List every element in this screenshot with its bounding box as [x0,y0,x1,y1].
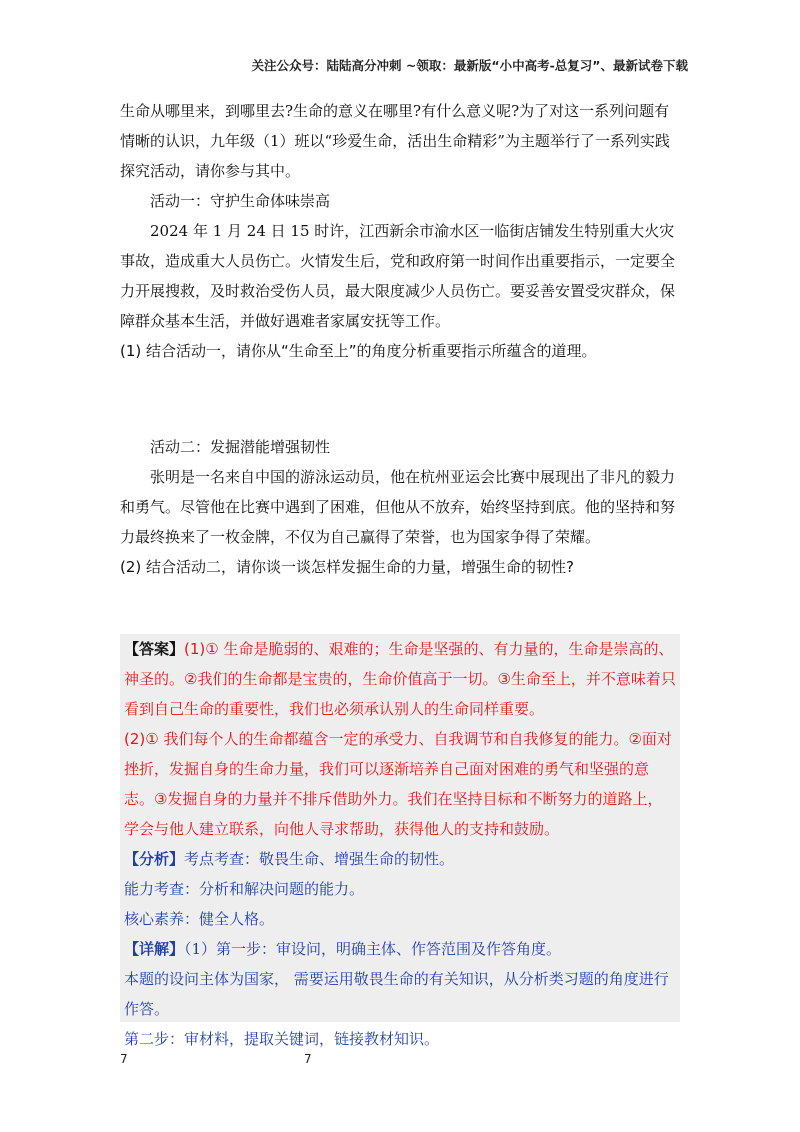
analysis [124,844,676,874]
answer-part1-text: (1)① 生命是脆弱的、艰难的；生命是坚强的、有力量的，生命是崇高的、神圣的。②我们的生命都是宝贵的，生命价值高于一切。③生命至上，并不意味着只看到自己生命的重要性，我们也必须承认别人的生命同样重要。 [124,640,676,718]
answer-part1 [124,634,676,724]
question-body [120,96,680,582]
question-1: (1) 结合活动一，请你从“生命至上”的角度分析重要指示所蕴含的道理。 [120,342,597,360]
question-2: (2) 结合活动二，请你谈一谈怎样发掘生命的力量，增强生命的韧性? [120,558,574,576]
activity2-text: 张明是一名来自中国的游泳运动员，他在杭州亚运会比赛中展现出了非凡的毅力和勇气。尽管他在比赛中遇到了困难，但他从不放弃，始终坚持到底。他的坚持和努力最终换来了一枚金牌，不仅为自己赢得了荣誉，也为国家争得了荣耀。 [120,468,676,546]
activity1-title: 活动一：守护生命体味崇高 [150,192,331,210]
detail [124,934,676,964]
detail-step1: （1）第一步：审设问，明确主体、作答范围及作答角度。 [184,940,562,958]
detail-text: 本题的设问主体为国家， 需要运用敬畏生命的有关知识，从分析类习题的角度进行作答。 [124,970,669,1018]
activity2-title: 活动二：发掘潜能增强韧性 [150,438,331,456]
analysis-text: 考点考查：敬畏生命、增强生命的韧性。 [184,850,455,868]
answer-part2: (2)① 我们每个人的生命都蕴含一定的承受力、自我调节和自我修复的能力。②面对挫折，发掘自身的生命力量，我们可以逐渐培养自己面对困难的勇气和坚强的意志。③发掘自身的力量并不排斥借助外力。我们在坚持目标和不断努力的道路上，学会与他人建立联系，向他人寻求帮助，获得他人的支持和鼓励。 [124,730,672,838]
detail-step2: 第二步：审材料，提取关键词，链接教材知识。 [124,1030,440,1048]
analysis-label: 【分析】 [124,850,185,868]
page-header: 关注公众号：陆陆高分冲刺 ~领取：最新版“小中高考-总复习”、最新试卷下载 [251,58,688,73]
answer-label: 【答案】 [124,640,185,658]
activity1-text: 2024 年 1 月 24 日 15 时许，江西新余市渝水区一临街店铺发生特别重大火灾事故，造成重大人员伤亡。火情发生后，党和政府第一时间作出重要指示，一定要全力开展搜救，及时救治受伤人员，最大限度减少人员伤亡。要妥善安置受灾群众，保障群众基本生活，并做好遇难者家属安抚等工作。 [120,222,676,330]
intro-paragraph: 生命从哪里来，到哪里去?生命的意义在哪里?有什么意义呢?为了对这一系列问题有情晰的认识，九年级（1）班以“珍爱生命，活出生命精彩”为主题举行了一系列实践探究活动，请你参与其中。 [120,102,670,180]
page-number-left: 7 [120,1052,128,1066]
answer-section [120,634,680,1048]
page-number-center: 7 [304,1052,312,1066]
literacy-line: 核心素养：健全人格。 [124,910,275,928]
ability-line: 能力考查：分析和解决问题的能力。 [124,880,365,898]
detail-label: 【详解】 [124,940,185,958]
